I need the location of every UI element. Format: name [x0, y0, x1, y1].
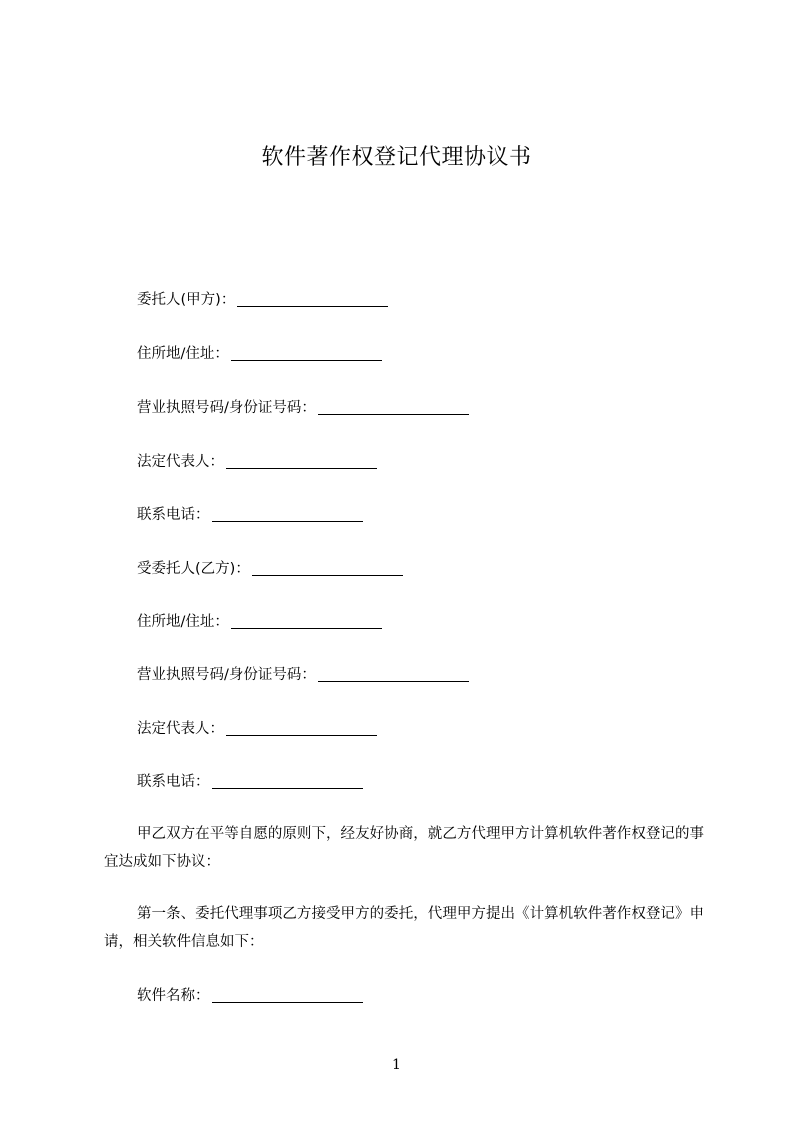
party-a-license-blank: [318, 399, 469, 415]
party-a-principal-label: 委托人(甲方)：: [137, 292, 236, 308]
party-a-principal-blank: [237, 291, 388, 307]
party-b-address-blank: [231, 613, 382, 629]
page-number: 1: [392, 1057, 401, 1073]
party-a-address-label: 住所地/住址：: [137, 346, 229, 362]
party-a-address-blank: [231, 345, 382, 361]
party-b-phone-label: 联系电话：: [137, 774, 210, 790]
party-a-phone-field: [137, 505, 363, 525]
party-b-legal-rep-blank: [226, 720, 377, 736]
party-b-license-label: 营业执照号码/身份证号码：: [137, 667, 316, 683]
party-b-agent-label: 受委托人(乙方)：: [137, 561, 250, 577]
party-a-legal-rep-label: 法定代表人：: [137, 454, 224, 470]
party-b-license-field: [137, 665, 469, 685]
party-b-address-field: [137, 612, 382, 632]
document-title: 软件著作权登记代理协议书: [261, 145, 532, 170]
party-a-address-field: [137, 344, 382, 364]
article-one-paragraph: 第一条、委托代理事项乙方接受甲方的委托，代理甲方提出《计算机软件著作权登记》申请，相关软件信息如下：: [104, 906, 704, 950]
software-name-label: 软件名称：: [137, 988, 210, 1004]
party-a-license-label: 营业执照号码/身份证号码：: [137, 400, 316, 416]
party-a-legal-rep-blank: [226, 453, 377, 469]
party-a-license-field: [137, 398, 469, 418]
party-a-legal-rep-field: [137, 452, 377, 472]
software-name-field: [137, 986, 363, 1006]
party-b-address-label: 住所地/住址：: [137, 614, 229, 630]
party-b-agent-field: [137, 559, 403, 579]
party-b-legal-rep-field: [137, 719, 377, 739]
party-b-phone-field: [137, 772, 363, 792]
party-b-phone-blank: [212, 773, 363, 789]
party-a-phone-label: 联系电话：: [137, 507, 210, 523]
party-b-license-blank: [318, 666, 469, 682]
software-name-blank: [212, 987, 363, 1003]
party-a-principal-field: [137, 290, 388, 310]
party-a-phone-blank: [212, 506, 363, 522]
intro-paragraph: 甲乙双方在平等自愿的原则下，经友好协商，就乙方代理甲方计算机软件著作权登记的事宜达成如下协议：: [104, 826, 704, 870]
party-b-agent-blank: [252, 560, 403, 576]
party-b-legal-rep-label: 法定代表人：: [137, 721, 224, 737]
